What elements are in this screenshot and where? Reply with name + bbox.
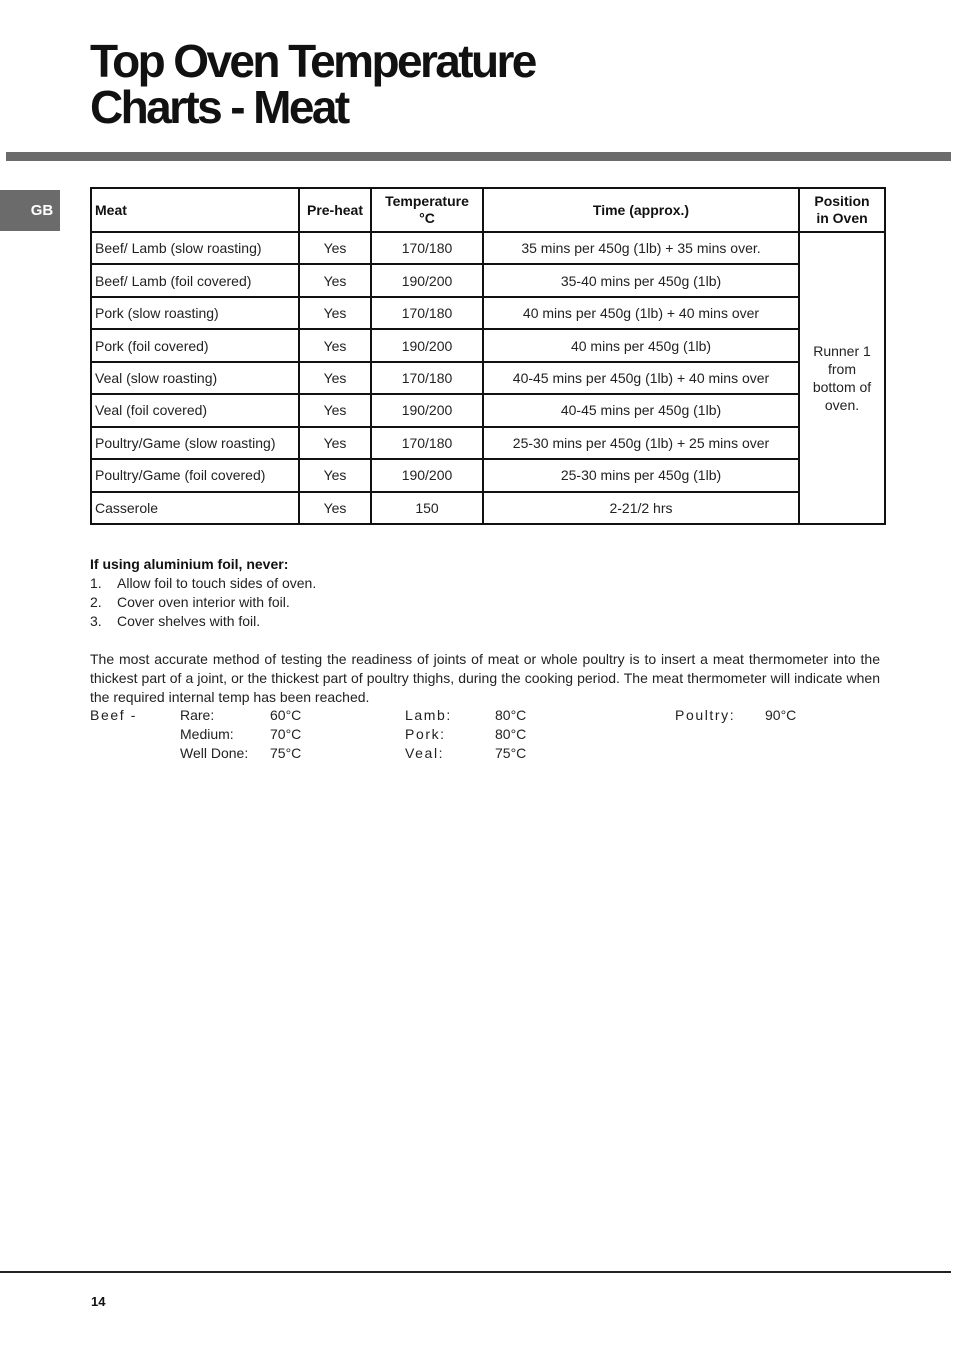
page-title-line2: Charts - Meat xyxy=(90,81,348,133)
footer-rule xyxy=(0,1271,951,1273)
table-row xyxy=(91,492,885,525)
cell-meat: Pork (slow roasting) xyxy=(91,297,299,329)
poultry-value: 90°C xyxy=(765,707,797,723)
lamb-value: 80°C xyxy=(495,707,527,723)
table-row xyxy=(91,232,885,264)
cell-preheat: Yes xyxy=(299,362,371,394)
page-title-line1: Top Oven Temperature xyxy=(90,35,535,87)
cell-preheat: Yes xyxy=(299,459,371,491)
header-preheat: Pre-heat xyxy=(299,188,371,232)
position-line2: from xyxy=(828,361,856,377)
cell-meat: Beef/ Lamb (slow roasting) xyxy=(91,232,299,264)
poultry-label: Poultry: xyxy=(675,707,736,723)
header-position-line1: Position xyxy=(814,193,870,209)
header-temperature xyxy=(371,188,483,232)
language-tab: GB xyxy=(0,190,60,231)
cell-meat: Veal (slow roasting) xyxy=(91,362,299,394)
medium-value: 70°C xyxy=(270,726,302,742)
welldone-value: 75°C xyxy=(270,745,302,761)
table-row xyxy=(91,264,885,296)
header-time: Time (approx.) xyxy=(483,188,799,232)
cell-preheat: Yes xyxy=(299,394,371,426)
cell-meat: Casserole xyxy=(91,492,299,525)
foil-heading: If using aluminium foil, never: xyxy=(90,556,289,572)
veal-value: 75°C xyxy=(495,745,527,761)
list-number: 3. xyxy=(90,613,102,629)
cell-preheat: Yes xyxy=(299,492,371,525)
cell-time: 40 mins per 450g (1lb) xyxy=(483,329,799,361)
table-row xyxy=(91,329,885,361)
cell-preheat: Yes xyxy=(299,264,371,296)
table-row xyxy=(91,427,885,459)
header-rule xyxy=(6,152,951,161)
welldone-label: Well Done: xyxy=(180,745,249,761)
table-header-row xyxy=(91,188,885,232)
header-position xyxy=(799,188,885,232)
pork-label: Pork: xyxy=(405,726,446,742)
list-number: 2. xyxy=(90,594,102,610)
veal-label: Veal: xyxy=(405,745,445,761)
position-line4: oven. xyxy=(824,397,860,413)
list-item xyxy=(90,574,316,593)
rare-value: 60°C xyxy=(270,707,302,723)
position-line1: Runner 1 xyxy=(813,343,871,359)
position-line3: bottom of xyxy=(812,379,872,395)
cell-time: 40 mins per 450g (1lb) + 40 mins over xyxy=(483,297,799,329)
header-meat: Meat xyxy=(91,188,299,232)
header-temperature-line1: Temperature xyxy=(385,193,469,209)
cell-preheat: Yes xyxy=(299,297,371,329)
page-title xyxy=(90,35,535,133)
cell-temp: 170/180 xyxy=(371,297,483,329)
beef-label: Beef - xyxy=(90,707,137,723)
list-number: 1. xyxy=(90,575,102,591)
foil-list xyxy=(90,574,316,631)
list-item xyxy=(90,612,316,631)
page-number: 14 xyxy=(91,1294,106,1309)
thermometer-paragraph: The most accurate method of testing the readiness of joints of meat or whole poultry is to insert a meat thermometer into the thickest part of a joint, or the thickest part of poultry thighs, during the cooking period. The meat thermometer will indicate when the required internal temp has been reached. xyxy=(90,651,880,705)
cell-time: 25-30 mins per 450g (1lb) + 25 mins over xyxy=(483,427,799,459)
cell-meat: Pork (foil covered) xyxy=(91,329,299,361)
cell-temp: 170/180 xyxy=(371,232,483,264)
cell-position xyxy=(799,232,885,524)
cell-time: 40-45 mins per 450g (1lb) + 40 mins over xyxy=(483,362,799,394)
cell-meat: Beef/ Lamb (foil covered) xyxy=(91,264,299,296)
header-position-line2: in Oven xyxy=(816,210,868,226)
cell-preheat: Yes xyxy=(299,427,371,459)
cell-temp: 190/200 xyxy=(371,329,483,361)
cell-temp: 170/180 xyxy=(371,427,483,459)
list-item xyxy=(90,593,316,612)
cell-temp: 170/180 xyxy=(371,362,483,394)
cell-meat: Veal (foil covered) xyxy=(91,394,299,426)
cell-time: 25-30 mins per 450g (1lb) xyxy=(483,459,799,491)
list-text: Cover shelves with foil. xyxy=(117,613,261,629)
cell-meat: Poultry/Game (slow roasting) xyxy=(91,427,299,459)
table-row xyxy=(91,459,885,491)
cell-preheat: Yes xyxy=(299,329,371,361)
pork-value: 80°C xyxy=(495,726,527,742)
cell-time: 35 mins per 450g (1lb) + 35 mins over. xyxy=(483,232,799,264)
cell-temp: 190/200 xyxy=(371,459,483,491)
cell-time: 40-45 mins per 450g (1lb) xyxy=(483,394,799,426)
lamb-label: Lamb: xyxy=(405,707,452,723)
foil-warning xyxy=(90,555,316,631)
medium-label: Medium: xyxy=(180,726,234,742)
cell-temp: 190/200 xyxy=(371,394,483,426)
table-row xyxy=(91,362,885,394)
cell-time: 2-21/2 hrs xyxy=(483,492,799,525)
rare-label: Rare: xyxy=(180,707,215,723)
cell-time: 35-40 mins per 450g (1lb) xyxy=(483,264,799,296)
cell-preheat: Yes xyxy=(299,232,371,264)
cell-temp: 190/200 xyxy=(371,264,483,296)
table-row xyxy=(91,297,885,329)
cell-meat: Poultry/Game (foil covered) xyxy=(91,459,299,491)
table-row xyxy=(91,394,885,426)
meat-temperature-table xyxy=(90,187,886,525)
cell-temp: 150 xyxy=(371,492,483,525)
list-text: Allow foil to touch sides of oven. xyxy=(117,575,317,591)
header-temperature-line2: °C xyxy=(419,210,435,226)
list-text: Cover oven interior with foil. xyxy=(117,594,290,610)
